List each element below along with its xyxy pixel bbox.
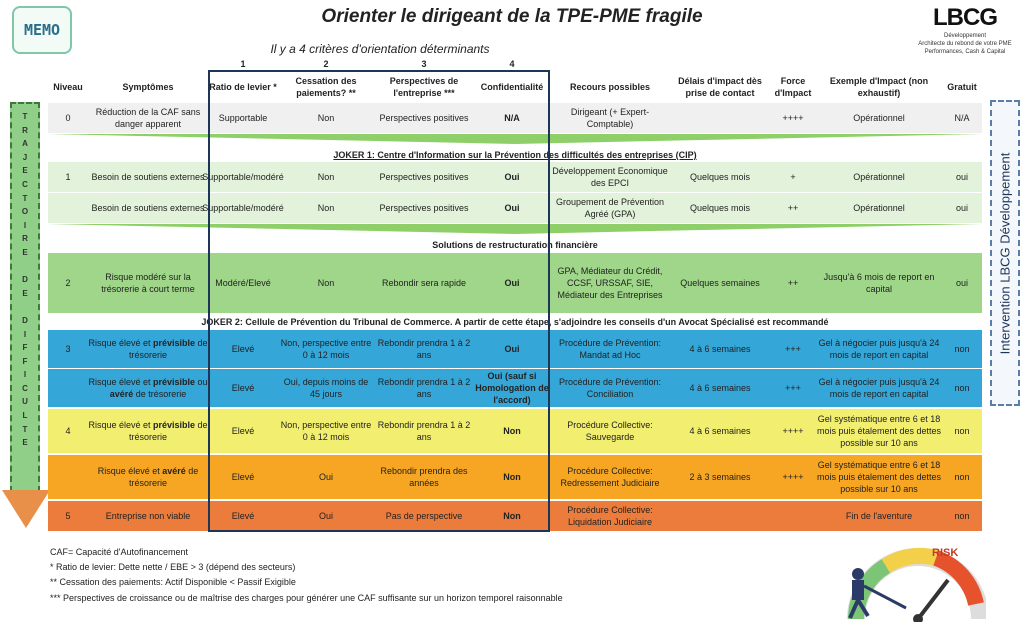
row-4-symptome-pre: Risque élevé et	[88, 338, 153, 348]
row-0-recours: Dirigeant (+ Expert-Comptable)	[570, 107, 650, 129]
row-4-force: +++	[785, 344, 801, 354]
header-symptomes: Symptômes	[122, 82, 174, 92]
trajectory-letter: D	[22, 275, 28, 285]
intervention-label: Intervention LBCG Développement	[997, 152, 1013, 354]
row-8-niveau: 5	[65, 511, 71, 521]
row-5-symptome-bold: prévisible	[153, 377, 196, 387]
row-1-ratio: Supportable/modéré	[202, 172, 284, 182]
row-8-recours: Procédure Collective: Liquidation Judiciaire	[567, 505, 653, 527]
risk-illustration	[836, 534, 986, 622]
intervention-label-wrap	[990, 100, 1020, 406]
trajectory-letter: T	[22, 112, 28, 121]
criterion-number-1: 1	[240, 59, 246, 69]
row-7-cessation: Oui	[318, 472, 333, 482]
row-4-confidentialite: Oui	[504, 344, 520, 354]
row-7-force: ++++	[782, 472, 804, 482]
row-6-delais: 4 à 6 semaines	[689, 426, 751, 436]
row-2-ratio: Supportable/modéré	[202, 203, 284, 213]
row-6-exemple: Gel systématique entre 6 et 18 mois puis étalement des dettes possible sur 10 ans	[816, 414, 942, 448]
row-6-perspectives: Rebondir prendra 1 à 2 ans	[377, 420, 471, 442]
logo-tagline: Architecte du rebond de votre PME	[918, 41, 1012, 47]
row-7-recours: Procédure Collective: Redressement Judiciaire	[560, 466, 660, 488]
row-1-symptome: Besoin de soutiens externes	[91, 172, 205, 182]
row-5-delais: 4 à 6 semaines	[689, 383, 751, 393]
row-2-symptome: Besoin de soutiens externes	[91, 203, 205, 213]
trajectory-letter	[10, 260, 40, 274]
row-3-delais: Quelques semaines	[680, 278, 760, 288]
row-1-gratuit: oui	[955, 172, 968, 182]
row-1-perspectives: Perspectives positives	[379, 172, 469, 182]
row-7-symptome-bold: avéré	[162, 466, 186, 476]
row-7-gratuit: non	[954, 472, 970, 482]
legend-ratio: * Ratio de levier: Dette nette / EBE > 3 (dépend des secteurs)	[50, 562, 296, 572]
row-7-niveau	[48, 455, 88, 499]
row-5-perspectives: Rebondir prendra 1 à 2 ans	[377, 377, 471, 399]
trajectory-label	[10, 110, 40, 450]
row-5-ratio: Elevé	[231, 383, 255, 393]
row-4-gratuit: non	[954, 344, 970, 354]
row-7-exemple: Gel systématique entre 6 et 18 mois puis étalement des dettes possible sur 10 ans	[816, 460, 942, 494]
row-1-exemple: Opérationnel	[853, 172, 905, 182]
trajectory-letter: T	[22, 424, 28, 434]
row-8-cessation: Oui	[318, 511, 333, 521]
row-2-confidentialite: Oui	[504, 203, 520, 213]
row-5-symptome-post: de trésorerie	[133, 389, 187, 399]
row-6-symptome-pre: Risque élevé et	[88, 420, 153, 430]
row-6-force: ++++	[782, 426, 804, 436]
header-ratio: Ratio de levier *	[209, 82, 277, 92]
row-4-recours: Procédure de Prévention: Mandat ad Hoc	[558, 338, 662, 360]
row-5-symptome	[88, 369, 208, 407]
row-8-gratuit: non	[954, 511, 970, 521]
header-gratuit: Gratuit	[947, 82, 977, 92]
row-6-niveau: 4	[65, 426, 71, 436]
row-6-recours: Procédure Collective: Sauvegarde	[567, 420, 653, 442]
trajectory-letter: E	[22, 438, 28, 448]
row-3-force: ++	[787, 278, 799, 288]
row-6-cessation: Non, perspective entre 0 à 12 mois	[280, 420, 372, 442]
trajectory-letter: D	[22, 315, 28, 325]
row-2-recours: Groupement de Prévention Agréé (GPA)	[555, 197, 665, 219]
row-1-delais: Quelques mois	[689, 172, 751, 182]
row-0-perspectives: Perspectives positives	[379, 113, 469, 123]
header-exemple: Exemple d'Impact (non exhaustif)	[829, 76, 929, 98]
row-7-symptome	[88, 455, 208, 499]
row-6-gratuit: non	[954, 426, 970, 436]
row-5-exemple: Gel à négocier puis jusqu'à 24 mois de report en capital	[818, 377, 940, 399]
trajectory-letter: I	[23, 329, 27, 339]
trajectory-arrow-head	[2, 490, 50, 528]
row-7-confidentialite: Non	[503, 472, 521, 482]
trajectory-letter: F	[22, 356, 28, 366]
criterion-number-3: 3	[421, 59, 427, 69]
trajectory-letter: O	[21, 207, 29, 217]
trajectory-letter: J	[22, 152, 28, 162]
logo-mark: LBCG	[933, 4, 997, 31]
row-0-niveau: 0	[65, 113, 71, 123]
row-3-confidentialite: Oui	[504, 278, 520, 288]
row-3-symptome: Risque modéré sur la trésorerie à court terme	[101, 272, 195, 294]
criterion-number-4: 4	[509, 59, 515, 69]
row-6-confidentialite: Non	[503, 426, 521, 436]
row-4-symptome	[88, 330, 208, 368]
criterion-number-2: 2	[323, 59, 329, 69]
trajectory-letter: R	[22, 125, 28, 135]
joker1-text: JOKER 1: Centre d'Information sur la Prévention des difficultés des entreprises (CIP)	[333, 150, 697, 160]
row-4-cessation: Non, perspective entre 0 à 12 mois	[280, 338, 372, 360]
row-2-exemple: Opérationnel	[853, 203, 905, 213]
row-0-symptome: Réduction de la CAF sans danger apparent	[95, 107, 201, 129]
row-2-delais: Quelques mois	[689, 203, 751, 213]
logo-tagline2: Performances, Cash & Capital	[924, 49, 1006, 55]
row-5-confidentialite: Oui (sauf si Homologation de l'accord)	[475, 371, 549, 405]
row-8-symptome: Entreprise non viable	[105, 511, 191, 521]
row-3-perspectives: Rebondir sera rapide	[381, 278, 467, 288]
row-4-niveau: 3	[65, 344, 71, 354]
row-2-gratuit: oui	[955, 203, 968, 213]
row-1-recours: Développement Economique des EPCI	[552, 166, 668, 188]
row-5-symptome-mid: ou	[195, 377, 208, 387]
header-delais: Délais d'impact dès prise de contact	[678, 76, 762, 98]
row-5-force: +++	[785, 383, 801, 393]
header-niveau: Niveau	[53, 82, 83, 92]
row-5-gratuit: non	[954, 383, 970, 393]
risk-label: RISK	[932, 547, 959, 559]
lbcg-logo	[910, 4, 1020, 62]
row-3-gratuit: oui	[955, 278, 968, 288]
trajectory-letter: L	[22, 411, 28, 421]
row-1-niveau: 1	[65, 172, 71, 182]
trajectory-letter: C	[22, 179, 28, 189]
row-8-perspectives: Pas de perspective	[385, 511, 463, 521]
row-4-delais: 4 à 6 semaines	[689, 344, 751, 354]
header-cessation: Cessation des paiements? **	[295, 76, 357, 98]
trajectory-letter: E	[22, 166, 28, 176]
trajectory-letter	[10, 300, 40, 314]
row-0-exemple: Opérationnel	[853, 113, 905, 123]
criteria-subtitle: Il y a 4 critères d'orientation déterminants	[270, 42, 490, 56]
row-7-delais: 2 à 3 semaines	[689, 472, 751, 482]
row-8-confidentialite: Non	[503, 511, 521, 521]
row-8-delais	[670, 501, 770, 531]
joker2-text: JOKER 2: Cellule de Prévention du Tribunal de Commerce. A partir de cette étape, s'adjoindre les conseils d'un Avocat Spécialisé est recommandé	[201, 317, 829, 327]
row-6-symptome-bold: prévisible	[153, 420, 196, 430]
row-0-ratio: Supportable	[218, 113, 268, 123]
row-3-niveau: 2	[65, 278, 71, 288]
row-4-symptome-bold: prévisible	[153, 338, 196, 348]
page-title: Orienter le dirigeant de la TPE-PME fragile	[321, 6, 703, 27]
row-6-ratio: Elevé	[231, 426, 255, 436]
trajectory-letter: C	[22, 383, 28, 393]
row-2-cessation: Non	[317, 203, 335, 213]
row-0-delais	[670, 103, 770, 133]
row-2-force: ++	[787, 203, 799, 213]
row-4-symptome-post: de trésorerie	[128, 338, 208, 360]
row-0-gratuit: N/A	[954, 113, 970, 123]
row-3-recours: GPA, Médiateur du Crédit, CCSF, URSSAF, SIE, Médiateur des Entreprises	[557, 266, 663, 300]
row-5-cessation: Oui, depuis moins de 45 jours	[283, 377, 369, 399]
logo-sub: Développement	[943, 33, 987, 39]
header-force: Force d'Impact	[774, 76, 812, 98]
row-8-force	[770, 501, 816, 531]
legend-caf: CAF= Capacité d'Autofinancement	[50, 547, 189, 557]
row-3-exemple: Jusqu'à 6 mois de report en capital	[823, 272, 935, 294]
row-7-symptome-post: de trésorerie	[128, 466, 199, 488]
row-6-symptome-post: de trésorerie	[128, 420, 208, 442]
row-1-confidentialite: Oui	[504, 172, 520, 182]
row-1-force: +	[790, 172, 796, 182]
row-5-symptome-bold2: avéré	[109, 389, 134, 399]
row-8-ratio: Elevé	[231, 511, 255, 521]
row-5-niveau	[48, 369, 88, 407]
trajectory-letter: A	[22, 139, 28, 149]
trajectory-letter: I	[23, 220, 27, 230]
header-confidentialite: Confidentialité	[480, 82, 544, 92]
row-5-symptome-pre: Risque élevé et	[88, 377, 153, 387]
trajectory-letter: R	[22, 234, 28, 244]
memo-text: MEMO	[23, 21, 61, 39]
row-5-recours: Procédure de Prévention: Conciliation	[558, 377, 662, 399]
trajectory-letter: I	[23, 370, 27, 380]
header-recours: Recours possibles	[569, 82, 651, 92]
row-0-confidentialite: N/A	[504, 113, 520, 123]
trajectory-letter: E	[22, 288, 28, 298]
row-7-ratio: Elevé	[231, 472, 255, 482]
row-3-cessation: Non	[317, 278, 335, 288]
row-2-niveau	[48, 193, 88, 223]
row-7-perspectives: Rebondir prendra des années	[380, 466, 468, 488]
row-6-symptome	[88, 409, 208, 453]
row-4-exemple: Gel à négocier puis jusqu'à 24 mois de report en capital	[818, 338, 940, 360]
header-perspectives: Perspectives de l'entreprise ***	[389, 76, 459, 98]
row-8-exemple: Fin de l'aventure	[845, 511, 913, 521]
trajectory-letter: U	[22, 397, 28, 407]
row-0-force: ++++	[782, 113, 804, 123]
row-4-perspectives: Rebondir prendra 1 à 2 ans	[377, 338, 471, 360]
separator-solutions: Solutions de restructuration financière	[432, 240, 598, 250]
row-0-cessation: Non	[317, 113, 335, 123]
legend-perspectives: *** Perspectives de croissance ou de maîtrise des charges pour générer une CAF suffisante sur un horizon temporel raisonnable	[50, 593, 563, 603]
trajectory-letter: F	[22, 343, 28, 353]
legend-cessation: ** Cessation des paiements: Actif Disponible < Passif Exigible	[50, 577, 296, 587]
row-3-ratio: Modéré/Elevé	[215, 278, 271, 288]
row-4-ratio: Elevé	[231, 344, 255, 354]
row-1-cessation: Non	[317, 172, 335, 182]
trajectory-letter: T	[22, 193, 28, 203]
row-2-perspectives: Perspectives positives	[379, 203, 469, 213]
trajectory-letter: E	[22, 247, 28, 257]
row-7-symptome-pre: Risque élevé et	[97, 466, 163, 476]
